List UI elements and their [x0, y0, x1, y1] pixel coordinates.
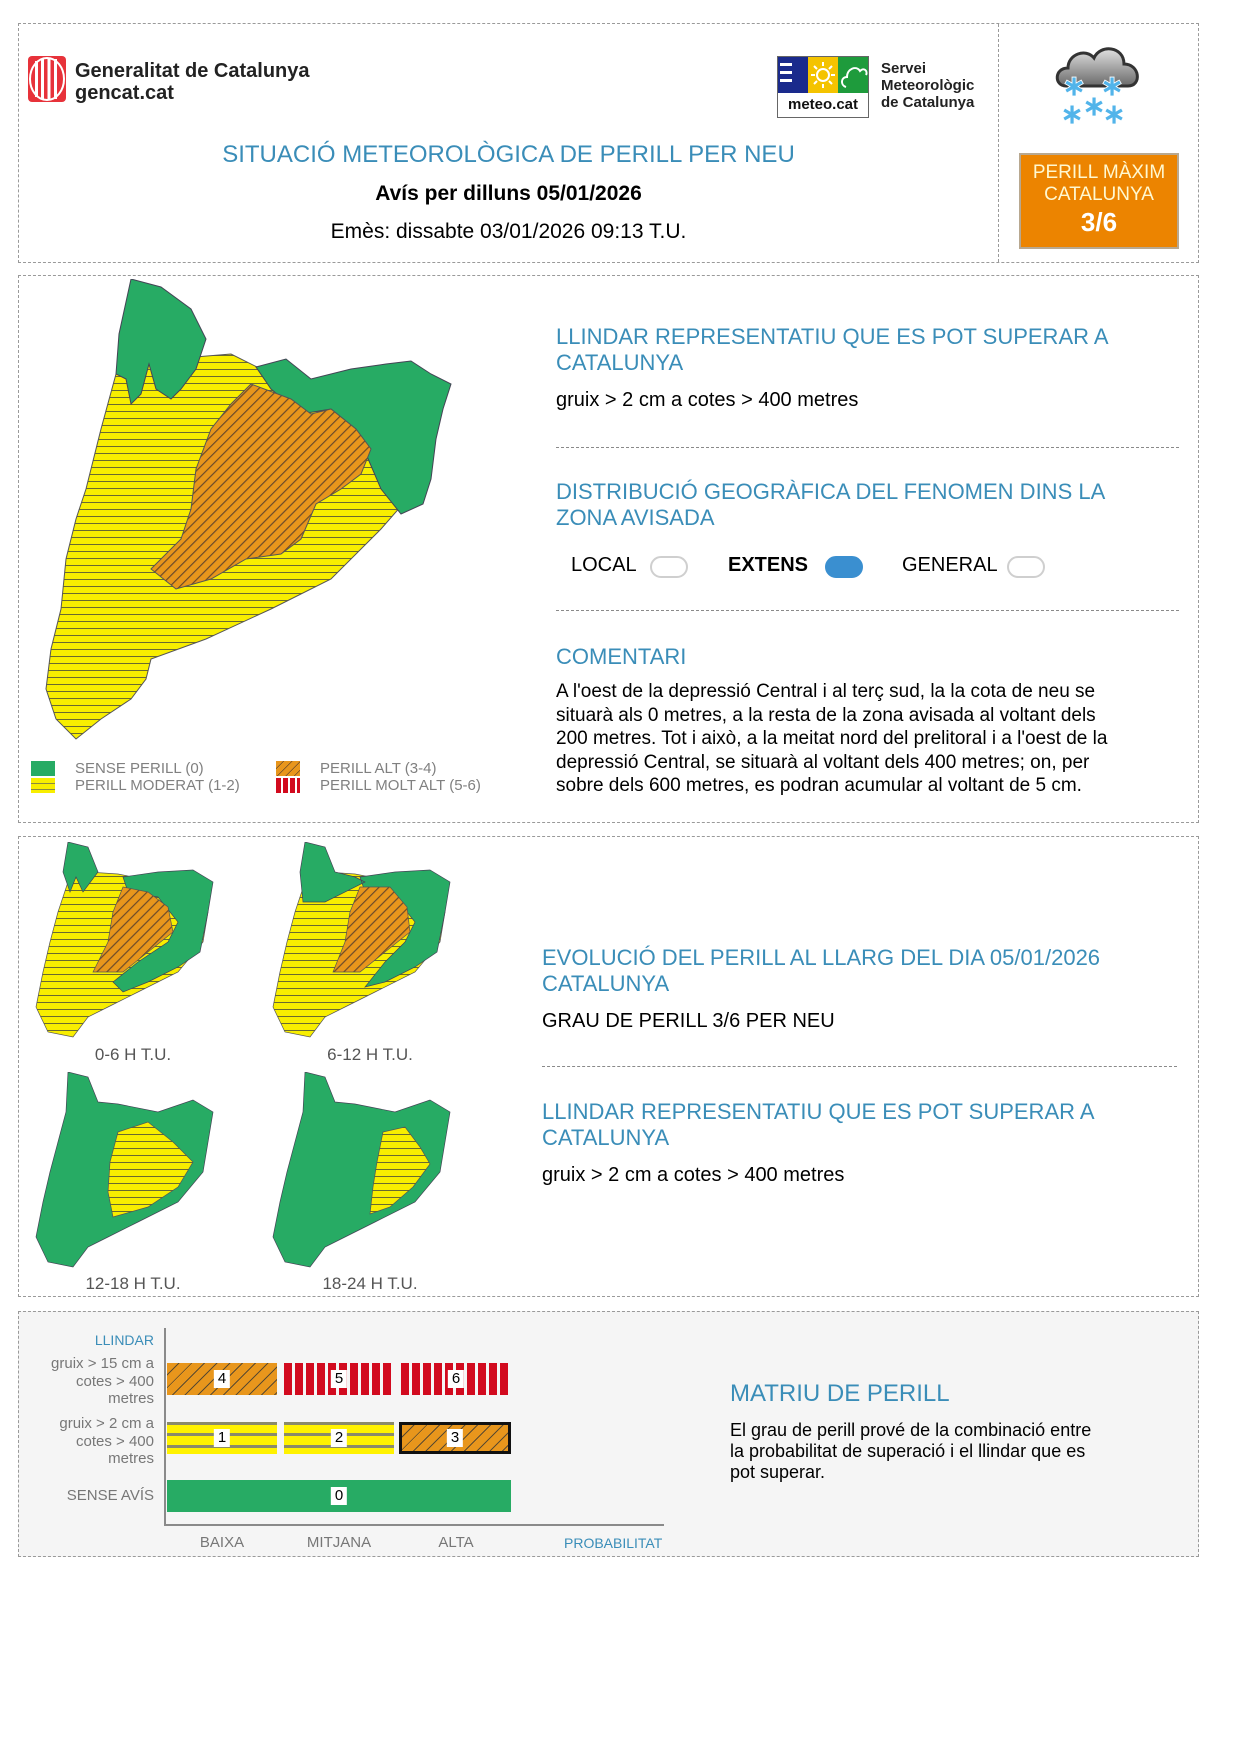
legend-label-moderate: PERILL MODERAT (1-2) [75, 777, 240, 794]
matrix-y-axis [164, 1328, 166, 1525]
danger-grade: GRAU DE PERILL 3/6 PER NEU [542, 1010, 835, 1032]
threshold-heading-line2: CATALUNYA [556, 350, 684, 375]
matrix-cell-5 [284, 1363, 394, 1395]
svg-text:✱: ✱ [1063, 73, 1085, 103]
cloud-outline-icon [838, 57, 868, 93]
max-danger-value: 3/6 [1080, 207, 1118, 237]
gencat-brand [75, 60, 310, 104]
svg-text:✱: ✱ [1103, 101, 1125, 131]
meteo-logo-label: meteo.cat [787, 96, 859, 113]
meteo-logo [777, 56, 869, 118]
distribution-local-label: LOCAL [571, 554, 637, 576]
warning-date: Avís per dilluns 05/01/2026 [375, 182, 642, 205]
header-divider [998, 24, 999, 262]
legend-label-no-danger: SENSE PERILL (0) [75, 760, 204, 777]
legend-swatch-orange [276, 761, 300, 776]
matrix-cell-0 [167, 1480, 511, 1512]
matrix-row-label-15cm [24, 1355, 154, 1408]
issued-timestamp: Emès: dissabte 03/01/2026 09:13 T.U. [330, 220, 687, 243]
page-title: SITUACIÓ METEOROLÒGICA DE PERILL PER NEU [222, 141, 795, 168]
legend-label-very-high: PERILL MOLT ALT (5-6) [320, 777, 481, 794]
meteo-name-line3: de Catalunya [881, 94, 975, 111]
evolution-map-12-18 [28, 1072, 238, 1272]
separator [542, 1066, 1177, 1067]
svg-text:✱: ✱ [1083, 93, 1105, 123]
matrix-cell-4 [167, 1363, 277, 1395]
legend-swatch-yellow [31, 778, 55, 793]
comment-line: depressió Central, se situarà al voltant dels 400 metres; on, per [556, 751, 1090, 773]
matrix-description-line: El grau de perill prové de la combinació entre [730, 1420, 1092, 1440]
matrix-description-line: pot superar. [730, 1462, 826, 1482]
threshold-heading [556, 324, 1176, 376]
legend-swatch-green [31, 761, 55, 776]
evolution-map-0-6 [28, 842, 238, 1042]
row-label-line: gruix > 15 cm a [51, 1355, 154, 1372]
distribution-local-toggle [650, 556, 688, 578]
comment-line: situarà als 0 metres, a la resta de la zona avisada al voltant dels [556, 704, 1096, 726]
gencat-name: Generalitat de Catalunya [75, 60, 310, 82]
legend-label-high: PERILL ALT (3-4) [320, 760, 437, 777]
comment-line: sobre dels 600 metres, es podran acumular al voltant de 5 cm. [556, 775, 1082, 796]
legend-swatch-red [276, 778, 300, 793]
evolution-map-18-24 [265, 1072, 475, 1272]
cell-value: 4 [214, 1370, 230, 1388]
separator [556, 447, 1179, 448]
cell-value: 0 [331, 1487, 347, 1505]
distribution-heading [556, 479, 1176, 531]
sun-icon [808, 57, 838, 93]
matrix-x-axis [164, 1524, 664, 1526]
evolution-map-label: 6-12 H T.U. [327, 1045, 413, 1064]
row-label-line: cotes > 400 [76, 1432, 154, 1450]
comment-text [556, 680, 1196, 798]
matrix-x-label-mitjana: MITJANA [306, 1534, 372, 1551]
cell-value: 2 [331, 1429, 347, 1447]
row-label-line: metres [108, 1450, 154, 1467]
matrix-x-label-baixa: BAIXA [199, 1534, 245, 1551]
threshold-heading-line1: LLINDAR REPRESENTATIU QUE ES POT SUPERAR A [556, 324, 1109, 349]
evolution-threshold-heading-line1: LLINDAR REPRESENTATIU QUE ES POT SUPERAR A [542, 1099, 1095, 1124]
cell-value: 5 [331, 1370, 347, 1388]
meteo-name-line1: Servei [881, 60, 927, 77]
evolution-heading-line2: CATALUNYA [542, 971, 670, 996]
matrix-x-title: PROBABILITAT [564, 1535, 663, 1551]
catalonia-danger-map [31, 279, 521, 754]
evolution-threshold-heading [542, 1099, 1182, 1151]
matrix-row-label-2cm [24, 1415, 154, 1468]
evolution-threshold-value: gruix > 2 cm a cotes > 400 metres [542, 1164, 845, 1186]
danger-matrix-panel [18, 1311, 1199, 1557]
distribution-extens-label: EXTENS [728, 554, 809, 576]
matrix-heading: MATRIU DE PERILL [730, 1380, 950, 1407]
waves-icon [778, 57, 808, 93]
row-label-line: metres [108, 1390, 154, 1407]
comment-line: A l'oest de la depressió Central i al terç sud, la la cota de neu se [556, 681, 1096, 702]
max-danger-badge [1019, 153, 1179, 249]
threshold-value: gruix > 2 cm a cotes > 400 metres [556, 389, 859, 411]
gencat-logo-icon [28, 56, 66, 102]
max-danger-label: PERILL MÀXIM [1032, 162, 1166, 183]
gencat-domain: gencat.cat [75, 82, 174, 104]
matrix-cell-2 [284, 1422, 394, 1454]
row-label-line: gruix > 2 cm a [59, 1415, 154, 1432]
meteo-name-line2: Meteorològic [881, 77, 975, 94]
evolution-heading-line1: EVOLUCIÓ DEL PERILL AL LLARG DEL DIA 05/01/2026 [542, 945, 1101, 970]
evolution-map-label: 0-6 H T.U. [94, 1045, 172, 1064]
snow-cloud-icon [1048, 36, 1148, 136]
matrix-y-title: LLINDAR [94, 1332, 154, 1348]
distribution-heading-line1: DISTRIBUCIÓ GEOGRÀFICA DEL FENOMEN DINS LA [556, 479, 1106, 504]
distribution-heading-line2: ZONA AVISADA [556, 505, 715, 530]
comment-heading: COMENTARI [556, 644, 687, 669]
evolution-map-6-12 [265, 842, 475, 1042]
matrix-cell-1 [167, 1422, 277, 1454]
separator [556, 610, 1179, 611]
distribution-general-toggle [1007, 556, 1045, 578]
evolution-map-label: 18-24 H T.U. [322, 1274, 418, 1293]
matrix-row-label-none: SENSE AVÍS [66, 1487, 154, 1504]
matrix-description [730, 1420, 1170, 1483]
distribution-extens-toggle [825, 556, 863, 578]
matrix-description-line: la probabilitat de superació i el llindar que es [730, 1441, 1086, 1461]
evolution-map-label: 12-18 H T.U. [85, 1274, 181, 1293]
svg-text:✱: ✱ [1061, 101, 1083, 131]
main-warning-panel [18, 275, 1199, 823]
cell-value: 1 [214, 1429, 230, 1447]
matrix-cell-3-selected [399, 1422, 511, 1454]
evolution-heading [542, 945, 1182, 997]
matrix-cell-6 [401, 1363, 511, 1395]
cell-value: 3 [447, 1429, 463, 1447]
row-label-line: cotes > 400 [76, 1372, 154, 1390]
svg-text:✱: ✱ [1101, 73, 1123, 103]
distribution-general-label: GENERAL [902, 554, 998, 576]
cell-value: 6 [448, 1370, 464, 1388]
max-danger-region: CATALUNYA [1044, 184, 1154, 205]
comment-line: 200 metres. Tot i això, a la meitat nord del prelitoral i a l'oest de la [556, 728, 1108, 749]
header-panel [18, 23, 1199, 263]
evolution-panel [18, 836, 1199, 1297]
meteo-brand [881, 60, 974, 111]
evolution-threshold-heading-line2: CATALUNYA [542, 1125, 670, 1150]
matrix-x-label-alta: ALTA [438, 1534, 474, 1551]
